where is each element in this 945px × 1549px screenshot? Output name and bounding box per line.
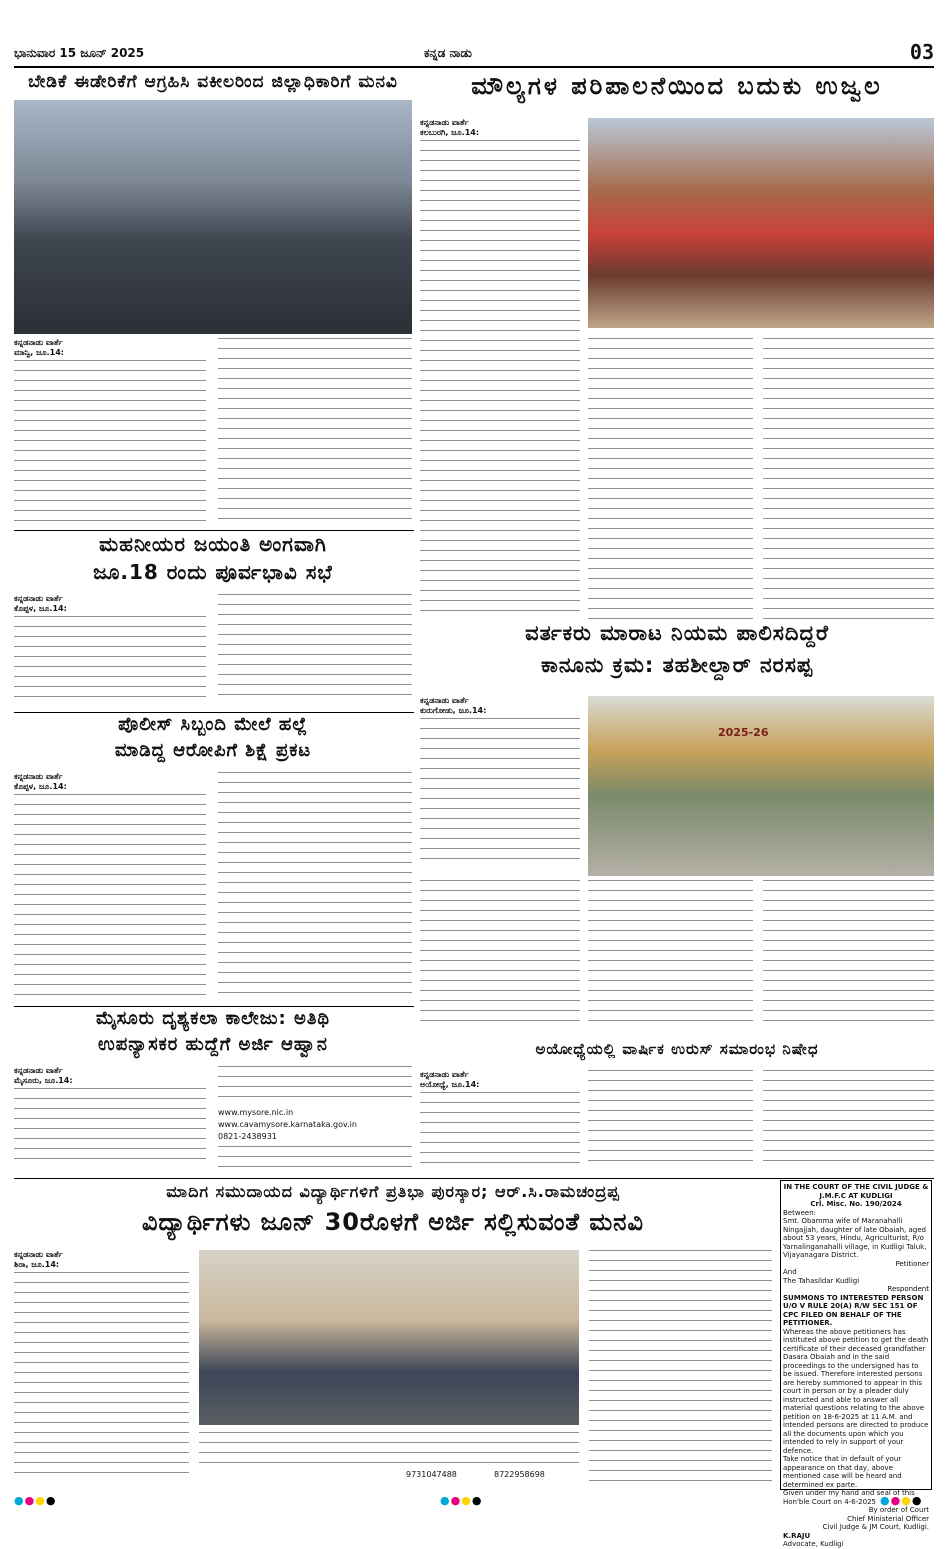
place-date: ಅಯೋಧ್ಯೆ, ಜೂ.14: bbox=[420, 1080, 480, 1089]
article-text bbox=[14, 1272, 189, 1482]
officer-line: Chief Ministerial Officer bbox=[847, 1514, 929, 1523]
dateline: ಕನ್ನಡನಾಡು ವಾರ್ತೆ bbox=[420, 696, 469, 705]
article-text bbox=[218, 594, 412, 704]
headline: ಬೇಡಿಕೆ ಈಡೇರಿಕೆಗೆ ಆಗ್ರಹಿಸಿ ವಕೀಲರಿಂದ ಜಿಲ್ಲಾಧಿಕಾರಿಗೆ ಮನವಿ bbox=[28, 72, 398, 92]
headline: ಮೌಲ್ಯಗಳ ಪರಿಪಾಲನೆಯಿಂದ ಬದುಕು ಉಜ್ವಲ bbox=[471, 72, 883, 100]
article-text bbox=[218, 338, 412, 525]
issue-date: ಭಾನುವಾರ 15 ಜೂನ್ 2025 bbox=[14, 46, 145, 60]
registration-marks: ●●●● bbox=[440, 1494, 483, 1507]
story-urus-ban bbox=[420, 1040, 934, 1172]
between-label: Between: bbox=[783, 1208, 816, 1217]
news-photo bbox=[199, 1250, 579, 1425]
website-link[interactable]: www.mysore.nic.in bbox=[218, 1108, 294, 1117]
dateline: ಕನ್ನಡನಾಡು ವಾರ್ತೆ bbox=[420, 118, 469, 127]
place-date: ಮಾನ್ವಿ, ಜೂ.14: bbox=[14, 348, 64, 357]
parties: Smt. Obamma wife of Maranahalli Ningajjah, daughter of late Obaiah, aged about 53 years, Hindu, Agriculturist, R/o Yarnalinganahalli village, in Kudligi Taluk, Vijayanagara District. bbox=[783, 1217, 927, 1259]
article-text bbox=[14, 360, 206, 525]
article-text bbox=[763, 338, 934, 620]
headline: ಉಪನ್ಯಾಸಕರ ಹುದ್ದೆಗೆ ಅರ್ಜಿ ಆಹ್ವಾನ bbox=[98, 1034, 328, 1055]
headline: ಕಾನೂನು ಕ್ರಮ: ತಹಶೀಲ್ದಾರ್ ನರಸಪ್ಪ bbox=[540, 653, 814, 677]
story-madiga-students bbox=[14, 1180, 772, 1490]
news-photo bbox=[588, 696, 934, 876]
article-text bbox=[218, 1066, 412, 1106]
dateline: ಕನ್ನಡನಾಡು ವಾರ್ತೆ bbox=[14, 772, 63, 781]
place-date: ಕೊಪ್ಪಳ, ಜೂ.14: bbox=[14, 604, 67, 613]
court-title: IN THE COURT OF THE CIVIL JUDGE & bbox=[783, 1183, 929, 1191]
case-number: Crl. Misc. No. 190/2024 bbox=[810, 1200, 902, 1208]
article-text bbox=[218, 1146, 412, 1168]
respondent-label: Respondent bbox=[887, 1285, 929, 1293]
story-visual-arts-college bbox=[14, 1008, 412, 1176]
story-values-life bbox=[420, 70, 934, 630]
news-photo bbox=[14, 100, 412, 334]
article-text bbox=[763, 880, 934, 1030]
website-link[interactable]: www.cavamysore.karnataka.gov.in bbox=[218, 1120, 357, 1129]
story-jayanti-meeting bbox=[14, 532, 412, 710]
headline: ವರ್ತಕರು ಮಾರಾಟ ನಿಯಮ ಪಾಲಿಸದಿದ್ದರೆ bbox=[525, 621, 829, 645]
divider bbox=[14, 712, 414, 713]
court-title: J.M.F.C AT KUDLIGI bbox=[819, 1191, 893, 1200]
article-text bbox=[199, 1432, 579, 1468]
dateline: ಕನ್ನಡನಾಡು ವಾರ್ತೆ bbox=[420, 1070, 469, 1079]
phone-number: 8722958698 bbox=[494, 1470, 545, 1479]
and-label: And bbox=[783, 1268, 797, 1276]
article-text bbox=[420, 1092, 580, 1164]
place-date: ಶಿರಾ, ಜೂ.14: bbox=[14, 1260, 60, 1269]
headline: ಮಾಡಿದ್ದ ಆರೋಪಿಗೆ ಶಿಕ್ಷೆ ಪ್ರಕಟ bbox=[114, 740, 312, 761]
newspaper-name: ಕನ್ನಡ ನಾಡು bbox=[424, 46, 472, 60]
court-name: Civil Judge & JM Court, Kudligi. bbox=[822, 1523, 929, 1531]
registration-marks: ●●●● bbox=[14, 1494, 57, 1507]
respondent-name: The Tahasildar Kudligi bbox=[783, 1276, 860, 1285]
story-lawyers-petition bbox=[14, 70, 412, 530]
phone-number: 0821-2438931 bbox=[218, 1132, 277, 1141]
dateline: ಕನ್ನಡನಾಡು ವಾರ್ತೆ bbox=[14, 594, 63, 603]
news-photo bbox=[588, 118, 934, 328]
headline: ಮಾದಿಗ ಸಮುದಾಯದ ವಿದ್ಯಾರ್ಥಿಗಳಿಗೆ ಪ್ರತಿಭಾ ಪುರಸ್ಕಾರ; ಆರ್.ಸಿ.ರಾಮಚಂದ್ರಪ್ಪ bbox=[166, 1182, 620, 1201]
article-text bbox=[218, 772, 412, 1002]
article-text bbox=[14, 794, 206, 1002]
article-text bbox=[589, 1250, 772, 1482]
article-text bbox=[14, 1088, 206, 1168]
article-text bbox=[420, 880, 580, 1030]
advocate-name: K.RAJU bbox=[783, 1531, 811, 1540]
phone-number: 9731047488 bbox=[406, 1470, 457, 1479]
article-text bbox=[588, 338, 753, 620]
dateline: ಕನ್ನಡನಾಡು ವಾರ್ತೆ bbox=[14, 1066, 63, 1075]
headline: ವಿದ್ಯಾರ್ಥಿಗಳು ಜೂನ್ 30ರೊಳಗೆ ಅರ್ಜಿ ಸಲ್ಲಿಸುವಂತೆ ಮನವಿ bbox=[141, 1208, 645, 1236]
place-date: ಕಲಬುರಗಿ, ಜೂ.14: bbox=[420, 128, 480, 137]
headline: ಅಯೋಧ್ಯೆಯಲ್ಲಿ ವಾರ್ಷಿಕ ಉರುಸ್ ಸಮಾರಂಭ ನಿಷೇಧ bbox=[535, 1040, 819, 1058]
article-text bbox=[420, 140, 580, 620]
court-summons-notice bbox=[780, 1180, 932, 1548]
headline: ಮಹನೀಯರ ಜಯಂತಿ ಅಂಗವಾಗಿ bbox=[99, 532, 327, 556]
story-traders-rules bbox=[420, 618, 934, 1036]
given-under-hand: Given under my hand and seal of this Hon'ble Court on 4-6-2025 bbox=[783, 1489, 915, 1506]
petitioner-label: Petitioner bbox=[895, 1259, 929, 1268]
place-date: ಕೊಪ್ಪಳ, ಜೂ.14: bbox=[14, 782, 67, 791]
banner-year: 2025-26 bbox=[718, 726, 769, 739]
summons-body: Whereas the above petitioners has instituted above petition to get the death certificate of their deceased grandfather Dasara Obaiah and in the said proceedings to the undersigned has to be issued. Therefore interested persons are hereby summoned to appear in this court in person or by a pleader duly instructed and able to answer all material questions relating to the above petition on 18-6-2025 at 11 A.M. and intended persons are directed to produce all the documents upon which you intended to rely in support of your defence. bbox=[783, 1327, 929, 1455]
headline: ಮೈಸೂರು ದೃಶ್ಯಕಲಾ ಕಾಲೇಜು: ಅತಿಥಿ bbox=[95, 1008, 331, 1029]
article-text bbox=[420, 718, 580, 868]
article-text bbox=[588, 1070, 753, 1164]
divider bbox=[14, 1178, 934, 1179]
article-text bbox=[588, 880, 753, 1030]
default-notice: Take notice that in default of your appearance on that day, above mentioned case will be heard and determined ex parte. bbox=[783, 1455, 902, 1489]
dateline: ಕನ್ನಡನಾಡು ವಾರ್ತೆ bbox=[14, 1250, 63, 1259]
divider bbox=[14, 1006, 414, 1007]
divider bbox=[14, 530, 414, 531]
summons-title: SUMMONS TO INTERESTED PERSON U/O V RULE 20(A) R/W SEC 151 OF CPC FILED ON BEHALF OF THE PETITIONER. bbox=[783, 1293, 924, 1327]
masthead bbox=[14, 40, 934, 68]
registration-marks: ●●●● bbox=[880, 1494, 923, 1507]
page-number: 03 bbox=[909, 40, 934, 64]
place-date: ಮೈಸೂರು, ಜೂ.14: bbox=[14, 1076, 73, 1085]
headline: ಪೊಲೀಸ್ ಸಿಬ್ಬಂದಿ ಮೇಲೆ ಹಲ್ಲೆ bbox=[118, 714, 308, 735]
story-police-assault bbox=[14, 714, 412, 1004]
article-text bbox=[14, 616, 206, 704]
advocate-role: Advocate, Kudligi bbox=[783, 1540, 844, 1548]
article-text bbox=[763, 1070, 934, 1164]
order-line: By order of Court bbox=[868, 1506, 929, 1514]
place-date: ಕುರುಗೋಡು, ಜೂ.14: bbox=[420, 706, 487, 715]
dateline: ಕನ್ನಡನಾಡು ವಾರ್ತೆ bbox=[14, 338, 63, 347]
headline: ಜೂ.18 ರಂದು ಪೂರ್ವಭಾವಿ ಸಭೆ bbox=[93, 560, 333, 584]
